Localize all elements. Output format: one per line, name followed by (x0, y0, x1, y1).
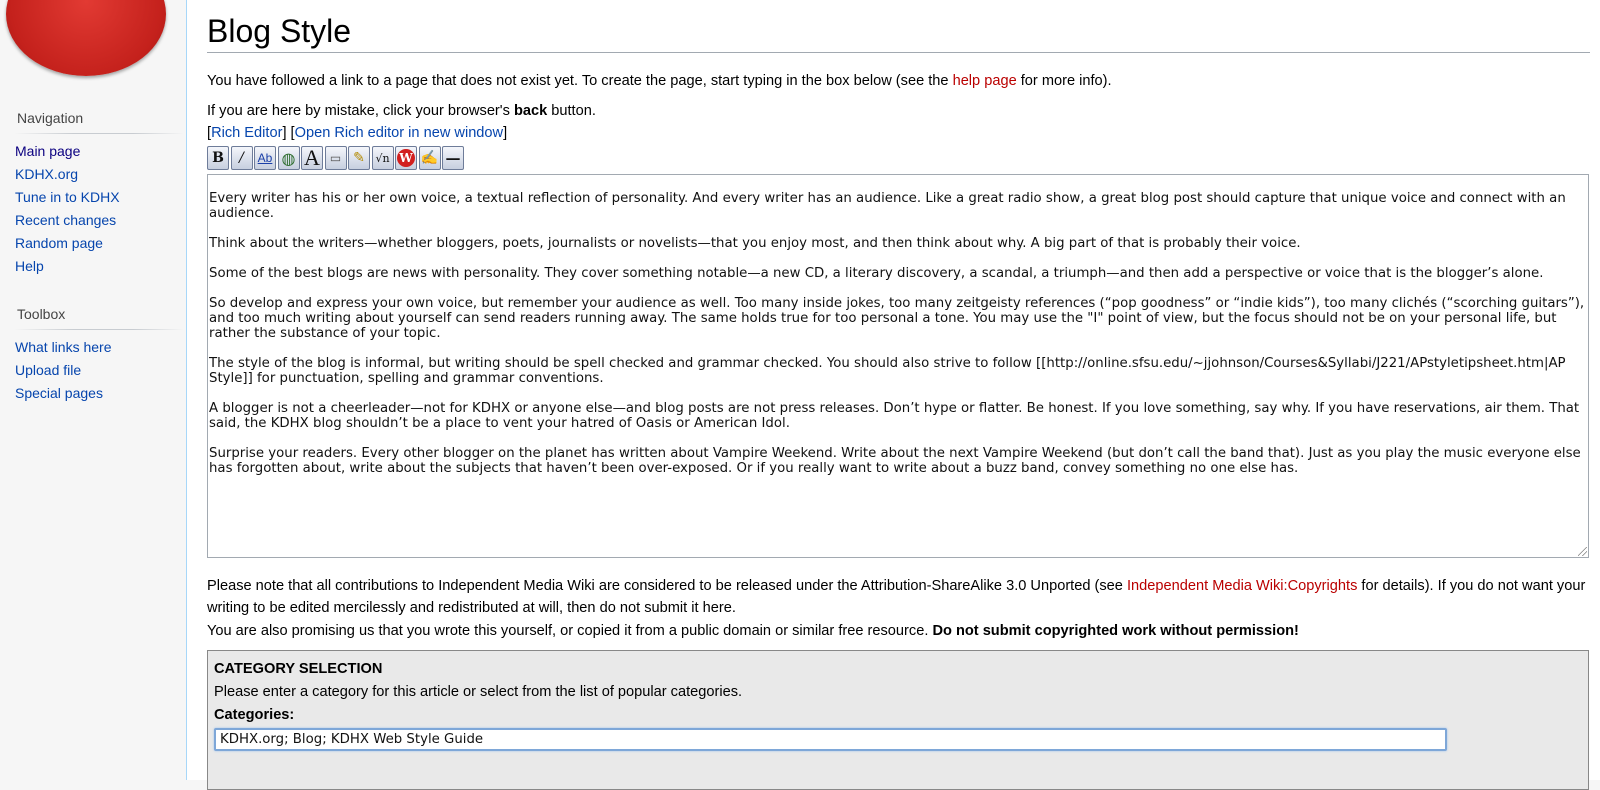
internal-link-icon: Ab (257, 151, 273, 165)
toolbox-portal (15, 306, 183, 405)
headline-icon: A (304, 146, 320, 170)
kdhx-logo[interactable] (6, 0, 166, 76)
editor-paragraph: A blogger is not a cheerleader—not for KDHX or anyone else—and blog posts are not press releases. Don’t hype or flatter. Be honest. If you love something, say why. If you have reservations, air them. That said, the KDHX blog shouldn’t be a place to vent your hatred of Oasis or American Idol. (209, 401, 1580, 431)
toolbox-heading: Toolbox (15, 306, 183, 330)
category-selection-box (207, 650, 1589, 790)
tool-link-what-links-here[interactable]: What links here (15, 339, 112, 355)
mistake-text-before: If you are here by mistake, click your browser's (207, 103, 514, 119)
categories-input[interactable] (214, 728, 1447, 751)
external-link-button[interactable] (278, 146, 300, 170)
intro-text (207, 71, 1112, 91)
content-area (186, 0, 1600, 780)
tool-item-upload-file[interactable] (15, 359, 183, 382)
ignore-wiki-format-icon: W (397, 149, 415, 167)
nav-item-kdhx-org[interactable] (15, 163, 183, 186)
edit-textarea[interactable] (207, 174, 1589, 558)
page-title: Blog Style (207, 12, 1590, 53)
copyright-notice-after: for details). If you do not want your writing to be edited mercilessly and redistributed at will, then do not submit it here. (207, 578, 1586, 616)
bracket-open: [ (207, 125, 212, 141)
nav-link-main-page[interactable]: Main page (15, 143, 81, 159)
embedded-image-button[interactable] (325, 146, 347, 170)
editor-paragraph: Some of the best blogs are news with personality. They cover something notable—a new CD, a literary discovery, a scandal, a triumph—and then add a perspective or voice that is the blogger’s alone. (209, 266, 1544, 281)
italic-button[interactable] (231, 146, 253, 170)
internal-link-button[interactable] (254, 146, 276, 170)
copyright-notice (207, 575, 1597, 619)
promise-text: You are also promising us that you wrote this yourself, or copied it from a public domain or similar free resource. (207, 623, 933, 639)
category-title: CATEGORY SELECTION (214, 661, 383, 677)
rich-editor-new-window-link[interactable]: Open Rich editor in new window (294, 125, 504, 141)
bracket-close: ] (503, 125, 508, 141)
promise-notice (207, 620, 1299, 642)
help-page-link[interactable]: help page (952, 73, 1017, 89)
italic-icon: / (239, 150, 244, 166)
tool-link-special-pages[interactable]: Special pages (15, 385, 103, 401)
sidebar (0, 0, 186, 780)
copyrights-link[interactable]: Independent Media Wiki:Copyrights (1126, 578, 1358, 594)
nav-item-recent-changes[interactable] (15, 209, 183, 232)
signature-icon: ✍ (420, 150, 439, 166)
copyright-notice-before: Please note that all contributions to Independent Media Wiki are considered to be released under the Attribution-ShareAlike 3.0 Unported (see (207, 578, 1127, 594)
headline-button[interactable] (301, 146, 323, 170)
signature-button[interactable] (419, 146, 441, 170)
editor-paragraph: The style of the blog is informal, but writing should be spell checked and grammar checked. You should also strive to follow [[http://online.sfsu.edu/~jjohnson/Courses&Syllabi/J221/APstyletipsheet.htm|AP Style]] for punctuation, spelling and grammar conventions. (209, 356, 1566, 386)
nav-item-help[interactable] (15, 255, 183, 278)
embedded-image-icon: ▭ (329, 151, 342, 165)
intro-text-after: for more info). (1016, 73, 1112, 89)
intro-text-before: You have followed a link to a page that does not exist yet. To create the page, start typing in the box below (see the (207, 73, 953, 89)
navigation-heading: Navigation (15, 110, 183, 134)
tool-link-upload-file[interactable]: Upload file (15, 362, 82, 378)
category-help-text: Please enter a category for this article or select from the list of popular categories. (214, 684, 743, 700)
nav-link-help[interactable]: Help (15, 258, 44, 274)
math-formula-button[interactable] (372, 146, 394, 170)
ignore-wiki-format-button[interactable] (395, 146, 417, 170)
bold-icon: B (212, 150, 224, 166)
mistake-text-after: button. (547, 103, 596, 119)
editor-paragraph: Every writer has his or her own voice, a textual reflection of personality. And every writer has an audience. Like a great radio show, a great blog post should capture that unique voice and connect with an audience. (209, 191, 1566, 221)
tool-item-special-pages[interactable] (15, 382, 183, 405)
media-link-button[interactable] (348, 146, 370, 170)
math-formula-icon: √n (375, 151, 390, 165)
resize-grip-icon[interactable] (1578, 547, 1587, 556)
editor-paragraph: So develop and express your own voice, but remember your audience as well. Too many inside jokes, too many zeitgeisty references (“pop goodness” or “indie kids”), too many clichés (“scorching guitars”), and too much writing about yourself can send readers running away. The same holds true for too personal a tone. You may use the "I" point of view, but the focus should not be on your personal life, but rather the substance of your topic. (209, 296, 1585, 341)
rich-editor-links (207, 123, 507, 143)
mistake-text (207, 101, 596, 121)
nav-link-random-page[interactable]: Random page (15, 235, 103, 251)
media-link-icon: ✎ (353, 150, 365, 166)
nav-item-tune-in[interactable] (15, 186, 183, 209)
categories-label: Categories: (214, 707, 295, 723)
bracket-mid: ] [ (282, 125, 295, 141)
nav-item-random-page[interactable] (15, 232, 183, 255)
horizontal-line-button[interactable] (442, 146, 464, 170)
horizontal-line-icon: — (445, 149, 461, 167)
editor-paragraph: Think about the writers—whether bloggers, poets, journalists or novelists—that you enjoy most, and then think about why. A big part of that is probably their voice. (209, 236, 1301, 251)
external-link-icon: ◍ (281, 148, 296, 168)
nav-link-recent-changes[interactable]: Recent changes (15, 212, 117, 228)
nav-item-main-page[interactable] (15, 140, 183, 163)
rich-editor-link[interactable]: Rich Editor (211, 125, 283, 141)
bold-button[interactable] (207, 146, 229, 170)
nav-link-tune-in[interactable]: Tune in to KDHX (15, 189, 120, 205)
back-word: back (513, 103, 548, 119)
edit-toolbar (207, 146, 466, 172)
editor-paragraph: Surprise your readers. Every other blogger on the planet has written about Vampire Weekend. Write about the next Vampire Weekend (but don’t call the band that). Just as you play the music everyone else has forgotten about, write about the subjects that haven’t been over-exposed. Or if you really want to write about a buzz band, convey something no one else has. (209, 446, 1581, 476)
nav-link-kdhx-org[interactable]: KDHX.org (15, 166, 79, 182)
navigation-portal (15, 110, 183, 278)
tool-item-what-links-here[interactable] (15, 336, 183, 359)
copyright-warning: Do not submit copyrighted work without permission! (932, 623, 1299, 639)
